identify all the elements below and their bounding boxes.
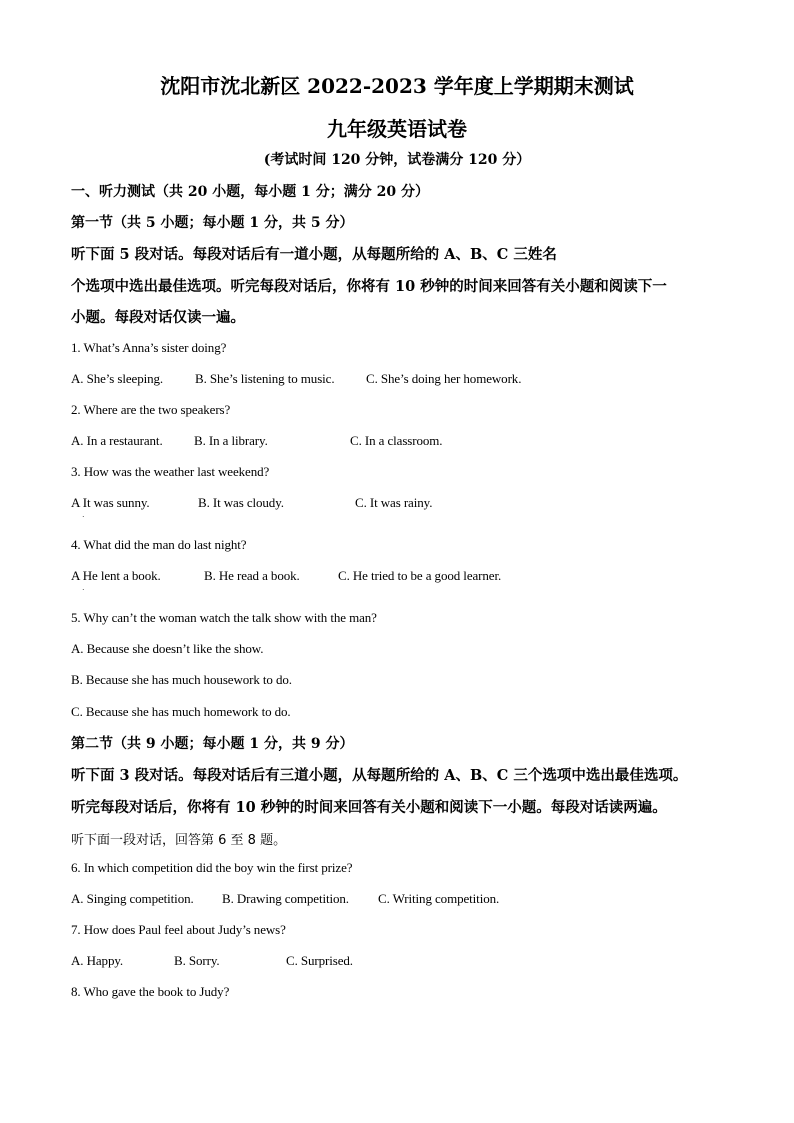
question-3-option-c: C. It was rainy. [355,495,433,510]
question-1-option-a: A. She’s sleeping. [71,371,164,386]
question-1-stem: 1. What’s Anna’s sister doing? [71,340,227,355]
question-7-option-b: B. Sorry. [174,953,220,968]
question-6-stem: 6. In which competition did the boy win the first prize? [71,860,353,875]
section2-instruction-line1: 听下面 3 段对话。每段对话后有三道小题，从每题所给的 A、B、C 三个选项中选出最佳选项。 [71,767,688,784]
question-6-option-b: B. Drawing competition. [222,891,349,906]
question-3-stem: 3. How was the weather last weekend? [71,464,270,479]
option-dot-mark: . [82,510,85,519]
section1-instruction-line1: 听下面 5 段对话。每段对话后有一道小题，从每题所给的 A、B、C 三姓名 [71,246,557,263]
question-7-option-a: A. Happy. [71,953,124,968]
question-3-option-b: B. It was cloudy. [198,495,284,510]
section2-sub-instruction: 听下面一段对话，回答第 6 至 8 题。 [71,833,287,848]
question-5-option-c: C. Because she has much homework to do. [71,704,291,719]
question-5-option-a: A. Because she doesn’t like the show. [71,641,264,656]
question-4-option-c: C. He tried to be a good learner. [338,568,502,583]
question-6-option-a: A. Singing competition. [71,891,194,906]
question-4-option-b: B. He read a book. [204,568,300,583]
section1-heading: 第一节（共 5 小题；每小题 1 分，共 5 分） [71,215,354,231]
question-4-stem: 4. What did the man do last night? [71,537,247,552]
exam-title-line2: 九年级英语试卷 [327,117,467,141]
question-4-option-a: A He lent a book. [71,568,161,583]
question-8-stem: 8. Who gave the book to Judy? [71,984,230,999]
option-dot-mark: . [82,583,85,592]
section1-instruction-line2: 个选项中选出最佳选项。听完每段对话后，你将有 10 秒钟的时间来回答有关小题和阅读下一 [71,278,667,295]
exam-info: (考试时间 120 分钟，试卷满分 120 分） [263,152,531,168]
question-2-option-a: A. In a restaurant. [71,433,163,448]
question-5-stem: 5. Why can’t the woman watch the talk show with the man? [71,610,377,625]
part1-heading: 一、听力测试（共 20 小题，每小题 1 分；满分 20 分） [71,184,429,200]
question-1-option-b: B. She’s listening to music. [195,371,335,386]
question-7-stem: 7. How does Paul feel about Judy’s news? [71,922,286,937]
question-2-option-c: C. In a classroom. [350,433,443,448]
question-6-option-c: C. Writing competition. [378,891,500,906]
question-5-option-b: B. Because she has much housework to do. [71,672,292,687]
section2-heading: 第二节（共 9 小题；每小题 1 分，共 9 分） [71,736,354,752]
section2-instruction-line2: 听完每段对话后，你将有 10 秒钟的时间来回答有关小题和阅读下一小题。每段对话读两遍。 [71,799,667,816]
question-3-option-a: A It was sunny. [71,495,150,510]
question-2-option-b: B. In a library. [194,433,268,448]
question-1-option-c: C. She’s doing her homework. [366,371,522,386]
question-7-option-c: C. Surprised. [286,953,353,968]
section1-instruction-line3: 小题。每段对话仅读一遍。 [71,309,245,326]
exam-title-line1: 沈阳市沈北新区 2022-2023 学年度上学期期末测试 [160,74,634,98]
question-2-stem: 2. Where are the two speakers? [71,402,231,417]
